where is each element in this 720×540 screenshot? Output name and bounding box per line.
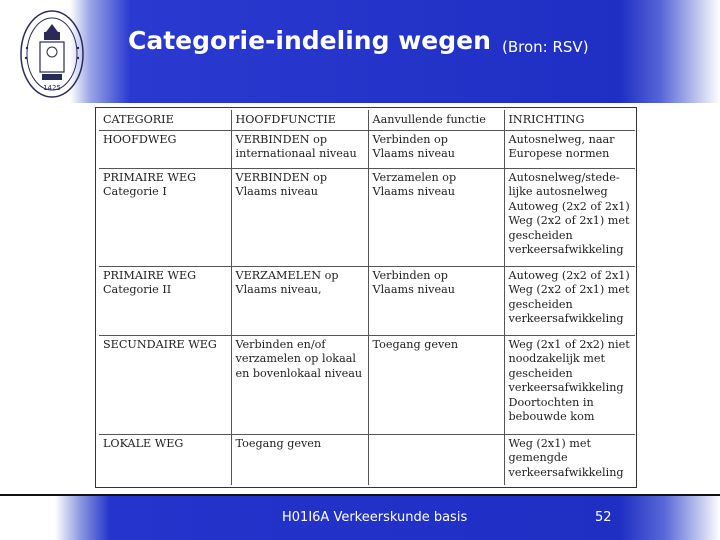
cell-hoofdfunctie: Verbinden en/of verzamelen op lokaal en bovenlokaal niveau: [231, 336, 368, 435]
column-header-inrichting: INRICHTING: [504, 110, 635, 131]
cell-categorie: PRIMAIRE WEG Categorie I: [103, 171, 197, 199]
cell-categorie: PRIMAIRE WEG Categorie II: [103, 269, 197, 297]
cell-aanvullende-functie: Verbinden op Vlaams niveau: [368, 131, 504, 169]
column-header-categorie: CATEGORIE: [99, 110, 231, 131]
footer-course-name: H01I6A Verkeerskunde basis: [282, 510, 468, 525]
cell-aanvullende-functie: Verbinden op Vlaams niveau: [368, 267, 504, 336]
cell-categorie: LOKALE WEG: [103, 437, 184, 450]
column-header-hoofdfunctie: HOOFDFUNCTIE: [231, 110, 368, 131]
cell-inrichting: Autosnelweg/stede- lijke autosnelweg Autoweg (2x2 of 2x1) Weg (2x2 of 2x1) met gescheiden verkeersafwikkeling: [504, 169, 635, 267]
cell-inrichting: Weg (2x1) met gemengde verkeersafwikkeling: [504, 435, 635, 485]
cell-categorie: HOOFDWEG: [103, 133, 177, 146]
cell-aanvullende-functie: Toegang geven: [368, 336, 504, 435]
slide-title: Categorie-indeling wegen: [128, 26, 491, 55]
page-number: 52: [595, 510, 612, 525]
road-category-table: [99, 110, 635, 485]
column-header-aanvullende-functie: Aanvullende functie: [368, 110, 504, 131]
table-header-row: [99, 110, 635, 131]
cell-categorie: SECUNDAIRE WEG: [103, 338, 217, 351]
table-row: [99, 267, 635, 336]
table-row: [99, 336, 635, 435]
cell-hoofdfunctie: VERBINDEN op Vlaams niveau: [231, 169, 368, 267]
table-row: [99, 435, 635, 485]
table-row: [99, 169, 635, 267]
slide-subtitle: (Bron: RSV): [502, 38, 589, 56]
logo-year: 1425: [43, 84, 61, 92]
cell-inrichting: Autosnelweg, naar Europese normen: [504, 131, 635, 169]
cell-aanvullende-functie: Verzamelen op Vlaams niveau: [368, 169, 504, 267]
cell-hoofdfunctie: VERZAMELEN op Vlaams niveau,: [231, 267, 368, 336]
university-seal-logo: [18, 8, 90, 100]
cell-inrichting: Autoweg (2x2 of 2x1) Weg (2x2 of 2x1) met gescheiden verkeersafwikkeling: [504, 267, 635, 336]
cell-hoofdfunctie: VERBINDEN op internationaal niveau: [231, 131, 368, 169]
cell-inrichting: Weg (2x1 of 2x2) niet noodzakelijk met gescheiden verkeersafwikkeling Doortochten in bebouwde kom: [504, 336, 635, 435]
cell-hoofdfunctie: Toegang geven: [231, 435, 368, 485]
table-row: [99, 131, 635, 169]
cell-aanvullende-functie: [368, 435, 504, 485]
